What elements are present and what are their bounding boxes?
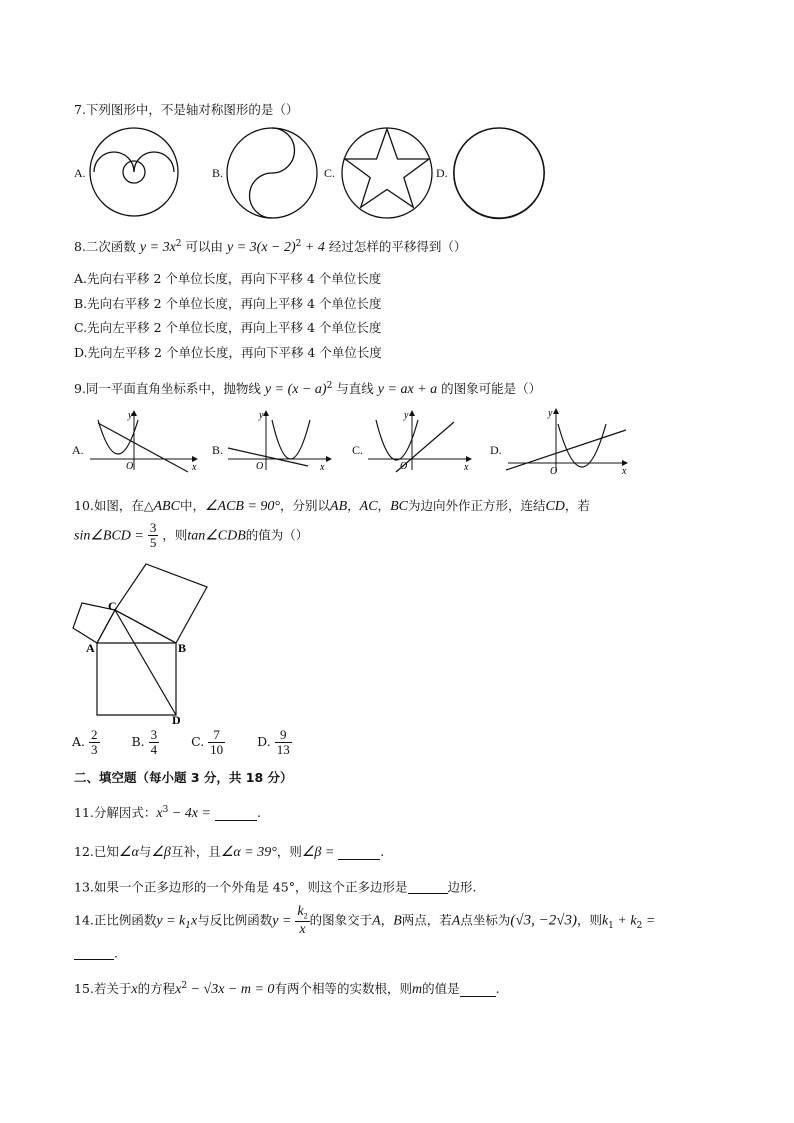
q15-eq2: − √3x − m = 0 <box>187 982 275 998</box>
q10-label-c: C <box>108 599 117 613</box>
q9-option-d-label: D. <box>490 443 502 457</box>
q14-fraction <box>295 904 309 938</box>
q9-option-b-label: B. <box>212 443 224 457</box>
q10-option-b <box>131 727 159 758</box>
q10-option-b-key: B. <box>131 734 145 750</box>
q10-option-c-key: C. <box>191 734 205 750</box>
q10-sin-fraction <box>148 521 159 551</box>
q9-graph-d <box>506 406 632 477</box>
q10-option-d-num: 9 <box>275 728 292 743</box>
q14-f1: y = k <box>156 913 186 929</box>
q8-option-b: B.先向右平移 2 个单位长度，再向上平移 4 个单位长度 <box>74 296 382 311</box>
q14-f1-sub: 1 <box>185 920 191 931</box>
q13-tail: 边形. <box>447 879 477 895</box>
q10-option-c-den: 10 <box>210 742 224 758</box>
q9-option-a-label: A. <box>72 443 84 457</box>
q12-end: . <box>380 844 385 859</box>
q11-exp: 3 <box>162 805 169 815</box>
q11-expr2: − 4x = <box>168 806 211 822</box>
q13-text: 13.如果一个正多边形的一个外角是 45°，则这个正多边形是 <box>74 879 408 895</box>
q11-answer-blank[interactable] <box>215 807 257 821</box>
q9-a-y: y <box>128 410 133 421</box>
q9-d-y: y <box>548 408 553 419</box>
q14-answer-line <box>74 946 118 960</box>
q14-frac-sub: 2 <box>303 911 308 921</box>
q10-options <box>72 728 292 758</box>
q7-figure-c <box>340 126 434 220</box>
q9-exp: 2 <box>326 381 333 391</box>
q14-coordinate: (√3, −2√3) <box>510 912 577 929</box>
q11-prefix: 11.分解因式： <box>74 805 157 821</box>
q9-formula-2: y = ax + a <box>377 382 438 398</box>
q9-a-x: x <box>192 462 197 473</box>
q15-x: x <box>131 982 138 998</box>
q12-alpha: ∠α <box>118 845 139 860</box>
q10-ac: AC <box>359 499 378 514</box>
q8-option-c: C.先向左平移 2 个单位长度，再向上平移 4 个单位长度 <box>74 320 382 335</box>
q7-option-b-label: B. <box>212 166 224 180</box>
q9-graph-c <box>366 408 478 472</box>
q14-point-a: A <box>372 913 381 929</box>
q12-beta: ∠β <box>151 845 171 860</box>
q11 <box>74 806 261 821</box>
q12-prefix: 12.已知 <box>74 844 119 859</box>
q14-sum-sub2: 2 <box>636 920 643 931</box>
q10-tan: tan∠CDB <box>187 528 246 544</box>
q9-c-origin: O <box>400 461 408 472</box>
q14-point-a2: A <box>451 913 461 929</box>
q8-stem <box>74 240 466 255</box>
q12-beta-eq: ∠β = <box>301 845 335 860</box>
q14-prefix: 14.正比例函数 <box>74 912 157 928</box>
q10-t1: 中， <box>179 498 205 513</box>
q10-option-c <box>191 727 225 758</box>
q10-option-c-num: 7 <box>208 728 225 743</box>
q9-b-origin: O <box>256 461 264 472</box>
q12-answer-blank[interactable] <box>338 846 380 860</box>
q10-sin-num: 3 <box>149 520 157 535</box>
q10-t5: ，则 <box>162 527 188 543</box>
q9-mid: 与直线 <box>336 381 374 397</box>
q14-answer-blank[interactable] <box>74 946 114 960</box>
q8-formula-1: y = 3x <box>139 240 176 256</box>
q9-stem <box>74 382 541 397</box>
q10-line2 <box>74 521 308 551</box>
q14-end: . <box>114 945 118 961</box>
q10-option-d <box>257 727 292 758</box>
q9-c-y: y <box>404 410 409 421</box>
q12-t3: ，则 <box>276 844 302 859</box>
q9-suffix: 的图象可能是（） <box>441 381 542 397</box>
q15 <box>74 982 500 997</box>
q15-prefix: 15.若关于 <box>74 981 132 997</box>
q10-line1: 10.如图，在△ABC中，∠ACB = 90°，分别以AB，AC，BC为边向外作正方形，连结CD，若 <box>74 498 590 514</box>
q14-f1b: x <box>191 913 198 929</box>
q9-a-origin: O <box>126 461 134 472</box>
q11-expr: x <box>156 806 163 822</box>
q9-c-x: x <box>464 462 469 473</box>
q8-mid: 可以由 <box>185 239 224 255</box>
q10-option-a <box>72 727 100 758</box>
q9-option-c-label: C. <box>352 443 364 457</box>
q10-figure <box>70 560 220 725</box>
q9-formula-1: y = (x − a) <box>264 382 327 398</box>
q9-b-y: y <box>259 410 264 421</box>
q9-d-x: x <box>622 466 627 477</box>
q14-point-b: B <box>393 913 402 929</box>
q10-option-b-den: 4 <box>150 742 158 758</box>
q14-sum-sub1: 1 <box>608 920 614 931</box>
q14-t5: ，则 <box>576 912 602 928</box>
q10-option-a-num: 2 <box>91 727 98 742</box>
q8-formula-2: y = 3(x − 2) <box>227 240 296 256</box>
q10-t4: ，若 <box>564 498 590 513</box>
q13-answer-blank[interactable] <box>408 880 448 894</box>
q10-angle: ∠ACB = 90° <box>204 499 281 514</box>
q14-sum: k <box>601 913 609 929</box>
q12 <box>74 846 384 860</box>
q14-sum2: + k <box>613 913 637 929</box>
q10-prefix: 10.如图，在△ <box>74 498 154 513</box>
q12-alpha-value: ∠α = 39° <box>220 845 277 860</box>
q10-label-a: A <box>86 641 95 655</box>
q12-t2: 互补，且 <box>170 844 221 859</box>
q14-t1: 的图象交于 <box>309 912 373 928</box>
q14-mid: 与反比例函数 <box>197 912 273 928</box>
q15-end: . <box>495 981 500 997</box>
q8-suffix: 经过怎样的平移得到（） <box>328 239 467 255</box>
q7-stem: 7.下列图形中，不是轴对称图形的是（） <box>74 102 299 117</box>
q9-prefix: 9.同一平面直角坐标系中，抛物线 <box>74 381 261 397</box>
q10-option-d-key: D. <box>257 734 271 750</box>
q15-t1: 的方程 <box>137 981 176 997</box>
q7-option-d-label: D. <box>436 166 448 180</box>
q9-graph-b <box>226 408 336 472</box>
q15-eq: x <box>175 982 182 998</box>
q7-option-a-label: A. <box>74 166 86 180</box>
section-2-heading: 二、填空题（每小题 3 分，共 18 分） <box>74 770 293 785</box>
q10-t3: 为边向外作正方形，连结 <box>407 498 546 513</box>
q10-option-d-den: 13 <box>276 742 290 758</box>
q10-ab: AB <box>330 499 348 514</box>
q8-exp-1: 2 <box>175 239 182 249</box>
q8-option-a: A.先向右平移 2 个单位长度，再向下平移 4 个单位长度 <box>74 271 382 286</box>
q8-exp-2: 2 <box>295 239 302 249</box>
q15-m: m <box>411 982 423 998</box>
q10-abc: ABC <box>153 499 180 514</box>
q10-label-b: B <box>178 641 187 655</box>
q10-t2: ，分别以 <box>280 498 331 513</box>
q10-cd: CD <box>545 499 565 514</box>
q14-sum3: = <box>642 913 656 929</box>
q15-exp: 2 <box>181 981 188 991</box>
q15-answer-blank[interactable] <box>460 983 496 997</box>
q14 <box>74 904 655 938</box>
q9-graph-a <box>88 408 200 472</box>
q10-t6: 的值为（） <box>245 527 309 543</box>
q10-option-a-key: A. <box>72 734 86 750</box>
q7-figure-d <box>452 126 546 220</box>
q12-t1: 与 <box>138 844 152 859</box>
q10-label-d: D <box>172 713 181 727</box>
q11-end: . <box>256 805 261 821</box>
q7-figure-b <box>225 126 319 220</box>
q14-frac-num: k <box>297 904 304 919</box>
q9-b-x: x <box>320 462 325 473</box>
q14-t3: 两点，若 <box>401 912 452 928</box>
q13 <box>74 880 477 894</box>
q8-formula-2b: + 4 <box>301 240 325 256</box>
q10-option-b-num: 3 <box>150 727 158 742</box>
q14-t2: ， <box>380 912 394 928</box>
q10-sin-den: 5 <box>149 535 157 551</box>
q8-option-d: D.先向左平移 2 个单位长度，再向下平移 4 个单位长度 <box>74 345 382 360</box>
q10-option-a-den: 3 <box>91 742 98 758</box>
q8-prefix: 8.二次函数 <box>74 239 136 255</box>
q14-frac-den: x <box>299 922 306 938</box>
q15-t2: 有两个相等的实数根，则 <box>274 981 412 997</box>
q9-d-origin: O <box>550 466 558 477</box>
q7-option-c-label: C. <box>324 166 336 180</box>
q14-t4: 点坐标为 <box>460 912 511 928</box>
q10-sin: sin∠BCD = <box>74 528 144 544</box>
q14-f2: y = <box>272 913 292 929</box>
q10-bc: BC <box>390 499 408 514</box>
q7-figure-a <box>88 126 180 218</box>
q15-t3: 的值是 <box>422 981 460 997</box>
